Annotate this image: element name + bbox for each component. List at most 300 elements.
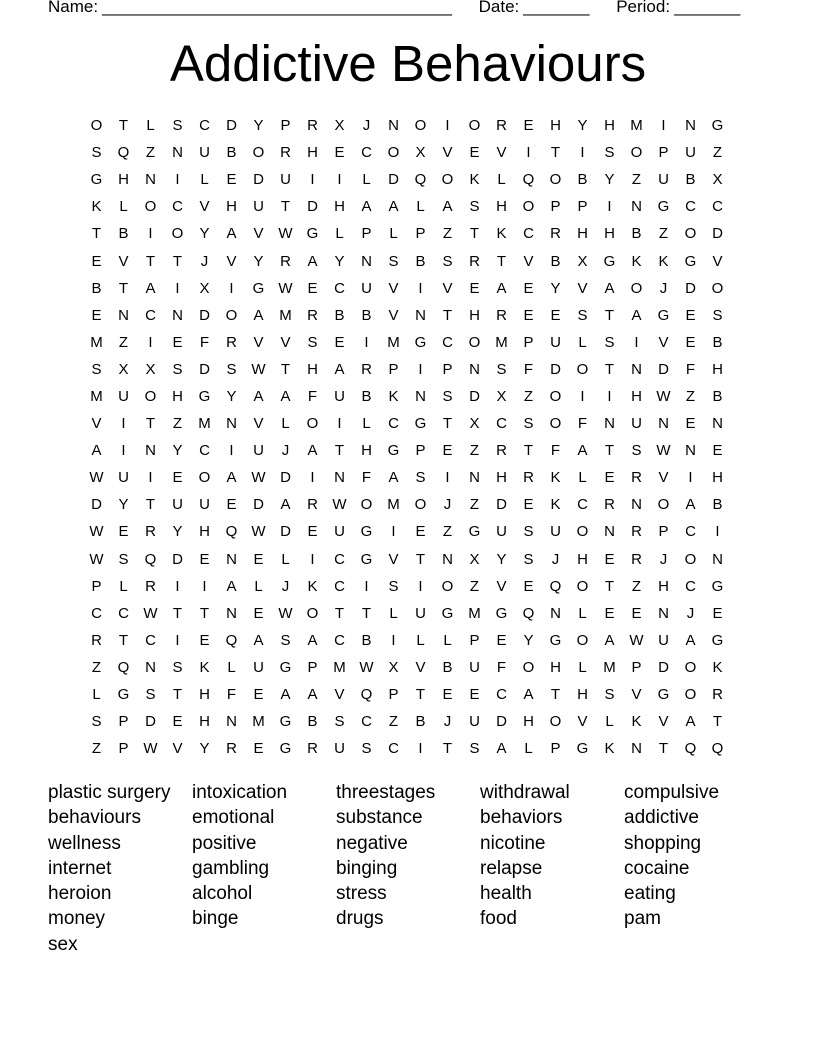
- period-blank[interactable]: _______: [674, 0, 741, 16]
- grid-letter[interactable]: G: [360, 523, 373, 541]
- grid-letter[interactable]: H: [334, 198, 345, 216]
- grid-letter[interactable]: C: [334, 279, 345, 297]
- grid-letter[interactable]: M: [387, 333, 400, 351]
- grid-letter[interactable]: J: [362, 117, 371, 135]
- grid-letter[interactable]: I: [580, 144, 585, 162]
- grid-letter[interactable]: K: [712, 658, 723, 676]
- grid-letter[interactable]: E: [307, 523, 318, 541]
- grid-letter[interactable]: N: [226, 604, 237, 622]
- grid-letter[interactable]: E: [91, 306, 102, 324]
- grid-letter[interactable]: K: [199, 658, 210, 676]
- grid-letter[interactable]: N: [118, 306, 129, 324]
- grid-letter[interactable]: S: [91, 713, 102, 731]
- grid-letter[interactable]: Y: [604, 171, 615, 189]
- grid-letter[interactable]: X: [145, 360, 156, 378]
- grid-letter[interactable]: V: [334, 686, 345, 704]
- grid-letter[interactable]: W: [89, 523, 104, 541]
- grid-letter[interactable]: E: [91, 252, 102, 270]
- grid-letter[interactable]: I: [364, 333, 369, 351]
- grid-letter[interactable]: O: [144, 387, 157, 405]
- grid-letter[interactable]: W: [278, 225, 293, 243]
- grid-letter[interactable]: H: [712, 469, 723, 487]
- grid-letter[interactable]: E: [226, 496, 237, 514]
- grid-letter[interactable]: S: [307, 333, 318, 351]
- grid-letter[interactable]: A: [226, 225, 237, 243]
- grid-letter[interactable]: H: [172, 387, 183, 405]
- grid-letter[interactable]: Y: [199, 225, 210, 243]
- grid-letter[interactable]: U: [253, 658, 264, 676]
- grid-letter[interactable]: K: [550, 496, 561, 514]
- grid-letter[interactable]: Q: [684, 740, 697, 758]
- grid-letter[interactable]: N: [226, 415, 237, 433]
- grid-letter[interactable]: U: [658, 171, 669, 189]
- grid-letter[interactable]: N: [145, 171, 156, 189]
- grid-letter[interactable]: P: [631, 658, 642, 676]
- grid-letter[interactable]: C: [118, 604, 129, 622]
- grid-letter[interactable]: J: [200, 252, 209, 270]
- grid-letter[interactable]: E: [172, 333, 183, 351]
- grid-letter[interactable]: W: [656, 442, 671, 460]
- grid-letter[interactable]: V: [442, 144, 453, 162]
- grid-letter[interactable]: A: [604, 631, 615, 649]
- grid-letter[interactable]: B: [91, 279, 102, 297]
- grid-letter[interactable]: N: [361, 252, 372, 270]
- grid-letter[interactable]: C: [523, 225, 534, 243]
- grid-letter[interactable]: R: [496, 117, 507, 135]
- grid-letter[interactable]: H: [226, 198, 237, 216]
- grid-letter[interactable]: C: [334, 577, 345, 595]
- grid-letter[interactable]: E: [523, 577, 534, 595]
- grid-letter[interactable]: S: [91, 360, 102, 378]
- grid-letter[interactable]: O: [576, 523, 589, 541]
- grid-letter[interactable]: D: [91, 496, 102, 514]
- grid-letter[interactable]: P: [388, 360, 399, 378]
- grid-letter[interactable]: K: [631, 252, 642, 270]
- grid-letter[interactable]: I: [391, 631, 396, 649]
- grid-letter[interactable]: B: [685, 171, 696, 189]
- grid-letter[interactable]: F: [685, 360, 696, 378]
- grid-letter[interactable]: O: [549, 387, 562, 405]
- grid-letter[interactable]: K: [496, 225, 507, 243]
- grid-letter[interactable]: T: [442, 306, 453, 324]
- grid-letter[interactable]: W: [332, 496, 347, 514]
- grid-letter[interactable]: H: [577, 550, 588, 568]
- grid-letter[interactable]: Q: [360, 686, 373, 704]
- grid-letter[interactable]: T: [91, 225, 102, 243]
- grid-letter[interactable]: K: [307, 577, 318, 595]
- grid-letter[interactable]: J: [659, 279, 668, 297]
- grid-letter[interactable]: Z: [685, 387, 696, 405]
- grid-letter[interactable]: L: [200, 171, 209, 189]
- grid-letter[interactable]: I: [175, 171, 180, 189]
- grid-letter[interactable]: N: [604, 415, 615, 433]
- grid-letter[interactable]: U: [253, 198, 264, 216]
- grid-letter[interactable]: J: [659, 550, 668, 568]
- grid-letter[interactable]: N: [658, 415, 669, 433]
- grid-letter[interactable]: V: [199, 198, 210, 216]
- grid-letter[interactable]: I: [418, 577, 423, 595]
- grid-letter[interactable]: K: [631, 713, 642, 731]
- grid-letter[interactable]: C: [145, 631, 156, 649]
- grid-letter[interactable]: J: [443, 713, 452, 731]
- grid-letter[interactable]: A: [91, 442, 102, 460]
- grid-letter[interactable]: L: [281, 550, 290, 568]
- grid-letter[interactable]: P: [415, 442, 426, 460]
- grid-letter[interactable]: N: [712, 415, 723, 433]
- grid-letter[interactable]: R: [550, 225, 561, 243]
- grid-letter[interactable]: Z: [172, 415, 183, 433]
- grid-letter[interactable]: X: [712, 171, 723, 189]
- grid-letter[interactable]: O: [306, 604, 319, 622]
- grid-letter[interactable]: B: [631, 225, 642, 243]
- grid-letter[interactable]: Y: [172, 523, 183, 541]
- grid-letter[interactable]: E: [712, 604, 723, 622]
- grid-letter[interactable]: H: [199, 713, 210, 731]
- grid-letter[interactable]: G: [387, 442, 400, 460]
- grid-letter[interactable]: C: [577, 496, 588, 514]
- grid-letter[interactable]: N: [469, 360, 480, 378]
- grid-letter[interactable]: C: [496, 415, 507, 433]
- grid-letter[interactable]: G: [90, 171, 103, 189]
- grid-letter[interactable]: L: [335, 225, 344, 243]
- grid-letter[interactable]: T: [496, 252, 507, 270]
- grid-letter[interactable]: G: [495, 604, 508, 622]
- grid-letter[interactable]: V: [658, 469, 669, 487]
- grid-letter[interactable]: V: [442, 279, 453, 297]
- grid-letter[interactable]: B: [712, 496, 723, 514]
- grid-letter[interactable]: C: [388, 740, 399, 758]
- grid-letter[interactable]: E: [334, 144, 345, 162]
- grid-letter[interactable]: G: [711, 631, 724, 649]
- grid-letter[interactable]: M: [603, 658, 616, 676]
- word-search-grid[interactable]: [83, 112, 731, 762]
- grid-letter[interactable]: E: [469, 686, 480, 704]
- grid-letter[interactable]: A: [253, 387, 264, 405]
- grid-letter[interactable]: O: [441, 577, 454, 595]
- grid-letter[interactable]: O: [387, 144, 400, 162]
- grid-letter[interactable]: M: [387, 496, 400, 514]
- grid-letter[interactable]: O: [576, 360, 589, 378]
- grid-letter[interactable]: T: [334, 442, 345, 460]
- grid-letter[interactable]: I: [229, 442, 234, 460]
- grid-letter[interactable]: V: [496, 577, 507, 595]
- grid-letter[interactable]: I: [175, 279, 180, 297]
- grid-letter[interactable]: B: [118, 225, 129, 243]
- grid-letter[interactable]: R: [361, 360, 372, 378]
- grid-letter[interactable]: S: [172, 117, 183, 135]
- grid-letter[interactable]: E: [118, 523, 129, 541]
- grid-letter[interactable]: I: [607, 387, 612, 405]
- grid-letter[interactable]: N: [550, 604, 561, 622]
- grid-letter[interactable]: R: [496, 306, 507, 324]
- grid-letter[interactable]: R: [226, 333, 237, 351]
- grid-letter[interactable]: E: [199, 631, 210, 649]
- grid-letter[interactable]: H: [199, 523, 210, 541]
- grid-letter[interactable]: N: [631, 740, 642, 758]
- grid-letter[interactable]: L: [578, 604, 587, 622]
- grid-letter[interactable]: M: [252, 713, 265, 731]
- grid-letter[interactable]: A: [496, 279, 507, 297]
- grid-letter[interactable]: V: [253, 225, 264, 243]
- grid-letter[interactable]: A: [685, 713, 696, 731]
- grid-letter[interactable]: V: [631, 686, 642, 704]
- grid-letter[interactable]: Z: [442, 523, 453, 541]
- grid-letter[interactable]: Z: [442, 225, 453, 243]
- grid-letter[interactable]: L: [578, 658, 587, 676]
- grid-letter[interactable]: E: [415, 523, 426, 541]
- grid-letter[interactable]: T: [604, 360, 615, 378]
- grid-letter[interactable]: N: [469, 469, 480, 487]
- grid-letter[interactable]: D: [388, 171, 399, 189]
- grid-letter[interactable]: O: [684, 550, 697, 568]
- grid-letter[interactable]: V: [388, 550, 399, 568]
- grid-letter[interactable]: B: [226, 144, 237, 162]
- grid-letter[interactable]: I: [202, 577, 207, 595]
- grid-letter[interactable]: Y: [226, 387, 237, 405]
- grid-letter[interactable]: E: [523, 117, 534, 135]
- grid-letter[interactable]: S: [415, 469, 426, 487]
- grid-letter[interactable]: N: [685, 442, 696, 460]
- grid-letter[interactable]: L: [281, 415, 290, 433]
- grid-letter[interactable]: O: [468, 333, 481, 351]
- grid-letter[interactable]: P: [91, 577, 102, 595]
- grid-letter[interactable]: C: [685, 523, 696, 541]
- grid-letter[interactable]: N: [226, 713, 237, 731]
- grid-letter[interactable]: S: [604, 144, 615, 162]
- grid-letter[interactable]: S: [388, 252, 399, 270]
- grid-letter[interactable]: H: [658, 577, 669, 595]
- grid-letter[interactable]: I: [661, 117, 666, 135]
- grid-letter[interactable]: L: [416, 631, 425, 649]
- grid-letter[interactable]: U: [631, 415, 642, 433]
- grid-letter[interactable]: E: [172, 713, 183, 731]
- grid-letter[interactable]: L: [146, 117, 155, 135]
- grid-letter[interactable]: U: [118, 387, 129, 405]
- grid-letter[interactable]: H: [496, 198, 507, 216]
- grid-letter[interactable]: V: [658, 713, 669, 731]
- grid-letter[interactable]: X: [577, 252, 588, 270]
- grid-letter[interactable]: G: [576, 740, 589, 758]
- grid-letter[interactable]: O: [684, 686, 697, 704]
- grid-letter[interactable]: R: [631, 469, 642, 487]
- grid-letter[interactable]: W: [251, 360, 266, 378]
- grid-letter[interactable]: O: [684, 225, 697, 243]
- grid-letter[interactable]: Q: [711, 740, 724, 758]
- grid-letter[interactable]: P: [442, 360, 453, 378]
- grid-letter[interactable]: C: [91, 604, 102, 622]
- grid-letter[interactable]: P: [577, 198, 588, 216]
- grid-letter[interactable]: G: [468, 523, 481, 541]
- grid-letter[interactable]: U: [334, 523, 345, 541]
- grid-letter[interactable]: P: [469, 631, 480, 649]
- grid-letter[interactable]: I: [175, 577, 180, 595]
- grid-letter[interactable]: G: [117, 686, 130, 704]
- grid-letter[interactable]: Q: [522, 604, 535, 622]
- grid-letter[interactable]: N: [145, 442, 156, 460]
- grid-letter[interactable]: E: [523, 306, 534, 324]
- grid-letter[interactable]: T: [523, 442, 534, 460]
- grid-letter[interactable]: M: [468, 604, 481, 622]
- grid-letter[interactable]: Y: [523, 631, 534, 649]
- grid-letter[interactable]: D: [199, 360, 210, 378]
- grid-letter[interactable]: E: [172, 469, 183, 487]
- grid-letter[interactable]: Y: [172, 442, 183, 460]
- grid-letter[interactable]: V: [388, 306, 399, 324]
- grid-letter[interactable]: A: [577, 442, 588, 460]
- grid-letter[interactable]: B: [361, 306, 372, 324]
- grid-letter[interactable]: U: [550, 333, 561, 351]
- grid-letter[interactable]: L: [443, 631, 452, 649]
- grid-letter[interactable]: A: [442, 198, 453, 216]
- grid-letter[interactable]: E: [523, 279, 534, 297]
- grid-letter[interactable]: V: [388, 279, 399, 297]
- grid-letter[interactable]: Q: [414, 171, 427, 189]
- grid-letter[interactable]: Y: [496, 550, 507, 568]
- grid-letter[interactable]: I: [121, 442, 126, 460]
- grid-letter[interactable]: N: [604, 523, 615, 541]
- grid-letter[interactable]: L: [254, 577, 263, 595]
- grid-letter[interactable]: A: [280, 686, 291, 704]
- grid-letter[interactable]: W: [89, 550, 104, 568]
- grid-letter[interactable]: C: [496, 686, 507, 704]
- grid-letter[interactable]: Q: [225, 523, 238, 541]
- grid-letter[interactable]: E: [604, 550, 615, 568]
- grid-letter[interactable]: L: [119, 198, 128, 216]
- grid-letter[interactable]: O: [549, 713, 562, 731]
- grid-letter[interactable]: H: [523, 713, 534, 731]
- grid-letter[interactable]: L: [227, 658, 236, 676]
- grid-letter[interactable]: I: [391, 523, 396, 541]
- grid-letter[interactable]: O: [630, 279, 643, 297]
- grid-letter[interactable]: O: [414, 496, 427, 514]
- grid-letter[interactable]: N: [442, 550, 453, 568]
- grid-letter[interactable]: C: [334, 631, 345, 649]
- grid-letter[interactable]: S: [712, 306, 723, 324]
- grid-letter[interactable]: B: [442, 658, 453, 676]
- grid-letter[interactable]: D: [469, 387, 480, 405]
- grid-letter[interactable]: I: [337, 171, 342, 189]
- grid-letter[interactable]: E: [442, 686, 453, 704]
- grid-letter[interactable]: L: [92, 686, 101, 704]
- grid-letter[interactable]: T: [172, 604, 183, 622]
- grid-letter[interactable]: Z: [712, 144, 723, 162]
- grid-letter[interactable]: B: [550, 252, 561, 270]
- grid-letter[interactable]: Y: [253, 252, 264, 270]
- grid-letter[interactable]: R: [523, 469, 534, 487]
- grid-letter[interactable]: V: [496, 144, 507, 162]
- grid-letter[interactable]: E: [523, 496, 534, 514]
- grid-letter[interactable]: A: [631, 306, 642, 324]
- grid-letter[interactable]: A: [388, 198, 399, 216]
- grid-letter[interactable]: Y: [577, 117, 588, 135]
- grid-letter[interactable]: F: [361, 469, 372, 487]
- grid-letter[interactable]: Y: [334, 252, 345, 270]
- grid-letter[interactable]: R: [145, 523, 156, 541]
- grid-letter[interactable]: D: [658, 658, 669, 676]
- grid-letter[interactable]: R: [496, 442, 507, 460]
- grid-letter[interactable]: W: [143, 604, 158, 622]
- grid-letter[interactable]: S: [496, 360, 507, 378]
- grid-letter[interactable]: G: [252, 279, 265, 297]
- grid-letter[interactable]: M: [198, 415, 211, 433]
- grid-letter[interactable]: X: [118, 360, 129, 378]
- grid-letter[interactable]: Q: [225, 631, 238, 649]
- grid-letter[interactable]: P: [361, 225, 372, 243]
- grid-letter[interactable]: H: [199, 686, 210, 704]
- grid-letter[interactable]: H: [577, 686, 588, 704]
- grid-letter[interactable]: V: [415, 658, 426, 676]
- grid-letter[interactable]: X: [496, 387, 507, 405]
- grid-letter[interactable]: D: [496, 496, 507, 514]
- grid-letter[interactable]: S: [523, 523, 534, 541]
- grid-letter[interactable]: P: [523, 333, 534, 351]
- grid-letter[interactable]: A: [307, 442, 318, 460]
- grid-letter[interactable]: P: [550, 740, 561, 758]
- grid-letter[interactable]: F: [199, 333, 210, 351]
- grid-letter[interactable]: I: [445, 469, 450, 487]
- grid-letter[interactable]: C: [361, 144, 372, 162]
- grid-letter[interactable]: L: [578, 333, 587, 351]
- grid-letter[interactable]: W: [143, 740, 158, 758]
- grid-letter[interactable]: D: [685, 279, 696, 297]
- grid-letter[interactable]: T: [145, 415, 156, 433]
- grid-letter[interactable]: C: [199, 117, 210, 135]
- grid-letter[interactable]: Z: [388, 713, 399, 731]
- grid-letter[interactable]: M: [495, 333, 508, 351]
- grid-letter[interactable]: O: [522, 658, 535, 676]
- grid-letter[interactable]: U: [118, 469, 129, 487]
- grid-letter[interactable]: A: [253, 631, 264, 649]
- grid-letter[interactable]: E: [604, 604, 615, 622]
- grid-letter[interactable]: H: [604, 117, 615, 135]
- grid-letter[interactable]: P: [388, 686, 399, 704]
- grid-letter[interactable]: V: [523, 252, 534, 270]
- grid-letter[interactable]: D: [253, 496, 264, 514]
- grid-letter[interactable]: N: [415, 306, 426, 324]
- grid-letter[interactable]: R: [631, 550, 642, 568]
- grid-letter[interactable]: K: [658, 252, 669, 270]
- grid-letter[interactable]: A: [226, 577, 237, 595]
- grid-letter[interactable]: U: [334, 387, 345, 405]
- grid-letter[interactable]: O: [711, 279, 724, 297]
- grid-letter[interactable]: N: [658, 604, 669, 622]
- grid-letter[interactable]: G: [549, 631, 562, 649]
- grid-letter[interactable]: G: [657, 306, 670, 324]
- grid-letter[interactable]: V: [577, 279, 588, 297]
- grid-letter[interactable]: P: [307, 658, 318, 676]
- grid-letter[interactable]: Z: [91, 658, 102, 676]
- grid-letter[interactable]: L: [362, 415, 371, 433]
- grid-letter[interactable]: U: [172, 496, 183, 514]
- grid-letter[interactable]: A: [226, 469, 237, 487]
- grid-letter[interactable]: O: [306, 415, 319, 433]
- grid-letter[interactable]: T: [712, 713, 723, 731]
- grid-letter[interactable]: V: [577, 713, 588, 731]
- grid-letter[interactable]: O: [441, 171, 454, 189]
- grid-letter[interactable]: G: [711, 117, 724, 135]
- grid-letter[interactable]: T: [469, 225, 480, 243]
- grid-letter[interactable]: A: [361, 198, 372, 216]
- grid-letter[interactable]: T: [199, 604, 210, 622]
- grid-letter[interactable]: I: [364, 577, 369, 595]
- grid-letter[interactable]: Q: [549, 577, 562, 595]
- grid-letter[interactable]: S: [469, 198, 480, 216]
- grid-letter[interactable]: G: [279, 713, 292, 731]
- grid-letter[interactable]: D: [145, 713, 156, 731]
- grid-letter[interactable]: G: [684, 252, 697, 270]
- grid-letter[interactable]: B: [361, 631, 372, 649]
- grid-letter[interactable]: H: [577, 225, 588, 243]
